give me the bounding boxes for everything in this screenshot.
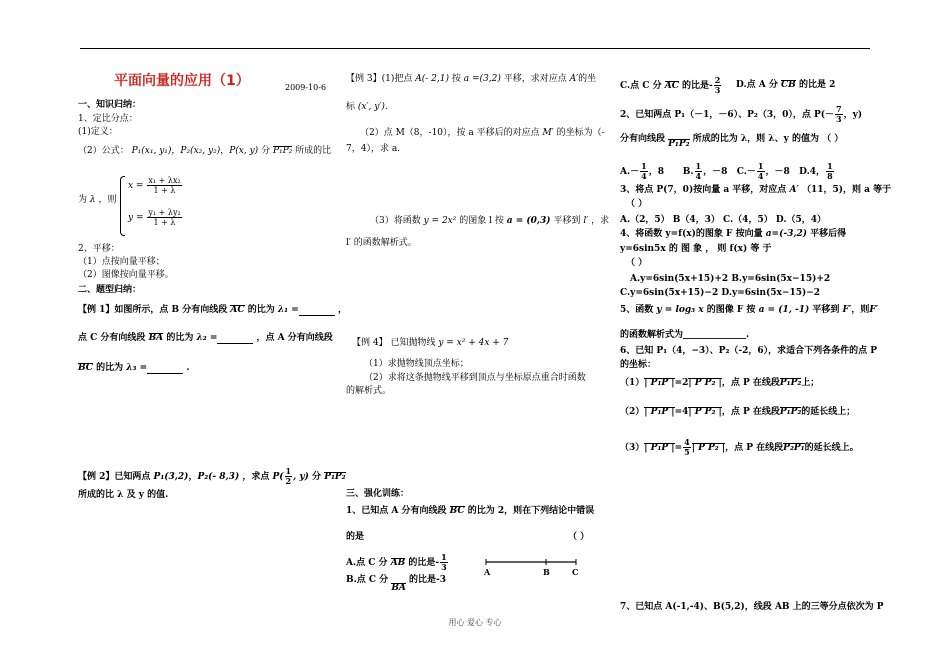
example-3-part-2-cont: 7，4），求 a. (346, 144, 401, 154)
t6-1-text-2: 上； (801, 378, 820, 388)
ex3-3-text-d: ，求 (591, 216, 610, 226)
ex3-point-a-prime: A′ (569, 74, 579, 84)
ex2-text-a: 【例 2】已知两点 (78, 472, 151, 482)
ex3-2-text-b: 的坐标为（- (556, 128, 605, 138)
t6-3-label: （3） (620, 443, 645, 453)
practice-1-line-1 (346, 506, 594, 517)
page-date: 2009-10-6 (285, 83, 327, 92)
t1-d-text: D.点 A 分 (736, 80, 778, 90)
t1-text-b: 的比为 2，则在下列结论中错误 (467, 506, 595, 516)
practice-1-option-a (346, 553, 449, 572)
example-2-line-2: 所成的比 λ 及 y 的值. (78, 490, 169, 500)
t6-3-num: 4 (684, 437, 690, 447)
t5-f-prime: F′ (842, 305, 852, 315)
t1-d-vector: CB (781, 80, 796, 90)
t5-text-d: ，则 (851, 305, 870, 315)
ex3-3-vector: a = (0,3) (506, 216, 551, 226)
ex3-2-m-prime: M′ (542, 128, 554, 138)
ex2-point-py: , y) (293, 472, 309, 482)
ex1-text-f: ，点 A 分有向线段 (256, 333, 333, 343)
t2-d-den: 8 (827, 171, 833, 181)
practice-6-line-2: 的坐标： (620, 360, 657, 370)
example-1-line-3 (78, 363, 189, 374)
practice-5-line-2 (620, 330, 749, 341)
ex2-text-b: ，求点 (242, 472, 270, 482)
t2-a-text-2: ，8 (648, 167, 664, 177)
t6-3-text: ，点 P 在线段 (725, 443, 784, 453)
t6-3-abs-1: | P₁P | (644, 443, 675, 453)
t2-c-text-2: ，－8 (765, 167, 790, 177)
practice-4-options-ab: A.y=6sin(5x+15)+2 B.y=6sin(5x−15)+2 (630, 274, 831, 284)
t2-vector: P₁P₂ (668, 139, 690, 149)
ex3-3-text-a: （3）将函数 (370, 216, 421, 226)
point-p2: P₂(x₂, y₂) (180, 146, 221, 156)
t2-c-num: 1 (757, 161, 764, 171)
example-2-line-1: 【例 2】已知两点 P₁(3,2)，P₂(- 8,3) ，求点 P( $\frac{1}{2}$ , y) 分 P₁P₂ (78, 466, 346, 486)
ex3-3-l-prime: l′ (583, 216, 589, 226)
definition-label: (1)定义： (78, 127, 118, 137)
t4-vector: a=(-3,2) (765, 229, 808, 239)
ex1-text-d: 点 C 分有向线段 (78, 333, 146, 343)
subsection-division-point: 1、定比分点： (78, 114, 138, 124)
vector-ac: AC (230, 305, 245, 315)
x-lhs: x = (128, 181, 144, 191)
section-knowledge: 一、知识归纳： (78, 100, 142, 110)
lambda-2: λ₂ = (196, 333, 218, 343)
t6-1-abs-1: | P₁P | (644, 378, 675, 388)
example-4-part-2: （2）求将这条抛物线平移到顶点与坐标原点重合时函数 (364, 373, 586, 383)
ex3-vector-a: a =(3,2) (463, 74, 501, 84)
ex2-frac-den: 2 (285, 476, 292, 486)
ex1-text-c: ， (337, 305, 347, 315)
t5-vector: a = (1, -1) (758, 305, 810, 315)
practice-3-paren: （ ） (626, 199, 648, 209)
t2-a-den: 4 (641, 171, 647, 181)
example-3-line-1 (346, 74, 596, 85)
point-p1: P₁(x₁, y₁) (131, 146, 172, 156)
t5-text-a: 5、函数 (620, 305, 654, 315)
t4-text-b: 平移后得 (810, 229, 847, 239)
text-ze: ，则 (98, 195, 117, 205)
formula-brace (120, 176, 125, 236)
practice-1-option-c (620, 76, 722, 95)
y-lhs: y = (128, 213, 144, 223)
y-denominator: 1 + λ (153, 218, 176, 227)
t6-3-text-2: 的延长线上。 (804, 443, 859, 453)
practice-4-line-1 (620, 229, 846, 240)
t2-text-c: 分有向线段 (620, 134, 666, 144)
ex3-3-function: y = 2x² (423, 216, 457, 226)
section-practice: 三、强化训练： (346, 489, 410, 499)
t6-3-vector: P₂P₁ (783, 443, 805, 453)
practice-4-options-cd: C.y=6sin(5x+15)−2 D.y=6sin(5x−15)−2 (620, 288, 821, 298)
example-4-line-1 (352, 338, 508, 349)
ex1-text-g: 的比为 (96, 363, 124, 373)
t2-b-den: 4 (695, 171, 702, 181)
vector-bc: BC (78, 363, 93, 373)
x-numerator: x₁ + λx₂ (148, 176, 181, 185)
t5-text-c: 平移到 (812, 305, 840, 315)
ex3-text-e: 标 (346, 102, 356, 112)
t5-function: y = log₃ x (656, 305, 704, 315)
t1-a-text-2: 的比是- (408, 558, 440, 568)
practice-6-part-2 (620, 407, 855, 418)
t6-3-eq: = (674, 443, 683, 453)
ex1-text-a: 【例 1】如图所示，点 B 分有向线段 (78, 305, 228, 315)
header-rule (80, 48, 870, 49)
t5-text-b: 的图像 F 按 (706, 305, 756, 315)
lambda-3: λ₃ = (126, 363, 148, 373)
text-wei: 为 (78, 195, 88, 205)
practice-1-option-b (346, 575, 447, 593)
example-3-part-3 (370, 216, 609, 227)
t4-text-a: 4、将函数 y=f(x)的图象 F 按向量 (620, 229, 763, 239)
t6-2-text: ，点 P 在线段 (721, 407, 780, 417)
subsection-translation: 2、平移： (78, 244, 120, 254)
practice-6-part-1 (620, 378, 819, 389)
segment-figure (484, 558, 579, 580)
practice-3-options: A.（2，5） B（4，3） C.（4，5） D.（5，4） (620, 215, 826, 225)
formula-y (128, 208, 183, 227)
practice-6-line-1: 6、已知 P₁（4，−3）、P₂（-2，6），求适合下列各条件的点 P (620, 346, 878, 356)
ex3-text-c: 平移，求对应点 (503, 74, 567, 84)
t2-text-b: ，y) (843, 110, 863, 120)
t1-text-a: 1、已知点 A 分有向线段 (346, 506, 447, 516)
t2-c-text: C.－ (736, 167, 756, 177)
example-3-part-3-cont: l′ 的函数解析式。 (346, 238, 417, 248)
t1-d-text-2: 的比是 2 (798, 80, 836, 90)
y-numerator: y₁ + λy₂ (148, 208, 181, 217)
t1-vector-bc: BC (449, 506, 465, 516)
t5-text-e: 的函数解析式为 (620, 330, 684, 340)
lambda-1: λ₁ = (277, 305, 299, 315)
t1-c-vector: AC (664, 81, 679, 91)
ex3-text-a: 【例 3】(1)把点 (346, 74, 413, 84)
t6-1-label: （1） (620, 378, 645, 388)
ex3-text-d: 的坐 (578, 74, 597, 84)
practice-3-line-1 (620, 185, 891, 196)
formula-line: （2）公式： P₁(x₁, y₁)，P₂(x₂, y₂)，P(x, y) 分 P₁P₂ 所成的比 (78, 146, 332, 156)
text-fen: 分 (261, 146, 271, 156)
example-4-part-2-cont: 的解析式。 (346, 386, 392, 396)
ex2-point-p1: P₁(3,2) (153, 472, 189, 482)
t6-1-abs-2: | P P₂ | (688, 378, 722, 388)
t6-2-abs-1: | P₁P | (644, 407, 675, 417)
t6-1-eq: =2 (674, 378, 689, 388)
t3-text-b: （11，5)，则 a 等于 (801, 185, 892, 195)
ex3-text-f: . (384, 102, 388, 112)
t6-2-vector: P₁P₂ (779, 407, 802, 417)
example-1-line-1 (78, 305, 347, 316)
t1-a-vector: AB (390, 558, 406, 568)
translation-graph: （2）图像按向量平移。 (78, 270, 174, 280)
t6-3-den: 5 (684, 447, 690, 457)
t1-b-text: B.点 C 分 (346, 575, 389, 585)
page-footer: 用心 爱心 专心 (448, 618, 502, 627)
t3-a-prime: A′ (789, 185, 799, 195)
t1-a-num: 1 (441, 552, 447, 562)
t1-c-text: C.点 C 分 (620, 81, 662, 91)
t6-2-text-2: 的延长线上； (801, 407, 856, 417)
example-3-line-2 (346, 102, 388, 113)
point-p: P(x, y) (229, 146, 259, 156)
t2-a-num: 1 (641, 161, 647, 171)
t6-3-abs-2: | P P₂ | (691, 443, 726, 453)
x-denominator: 1 + λ (153, 186, 176, 195)
formula-label: （2）公式： (78, 146, 129, 156)
t5-answer-blank: ______________. (683, 330, 750, 340)
segment-label-a: A (484, 567, 491, 577)
ex4-parabola: y = x² + 4x + 7 (438, 338, 509, 348)
ex1-text-h: . (186, 363, 190, 373)
ex3-3-text-c: 平移到 (553, 216, 581, 226)
t2-d-text: D.4， (799, 167, 826, 177)
practice-6-part-3 (620, 438, 859, 457)
example-1-line-2 (78, 333, 333, 344)
practice-1-line-2: 的是 (346, 532, 365, 542)
segment-label-c: C (572, 567, 579, 577)
lambda-symbol: λ (89, 195, 96, 205)
practice-4-line-2: y=6sin5x 的 图 象 ， 则 f(x) 等 于 (620, 244, 772, 254)
practice-7-line-1: 7、已知点 A(-1,-4)、B(5,2)，线段 AB 上的三等分点依次为 P (620, 602, 884, 612)
ex2-text-fen: 分 (312, 472, 322, 482)
t3-text-a: 3、将点 P(7，0)按向量 a 平移，对应点 (620, 185, 787, 195)
t1-a-text: A.点 C 分 (346, 558, 388, 568)
t1-b-text-2: 的比是-3 (409, 575, 447, 585)
example-4-part-1: （1）求抛物线顶点坐标； (364, 359, 469, 369)
practice-1-option-d (736, 80, 835, 91)
ex4-text-a: 【例 4】 已知抛物线 (352, 338, 436, 348)
t2-b-text: B. (682, 167, 694, 177)
t6-1-text: ，点 P 在线段 (721, 378, 780, 388)
segment-label-b: B (543, 567, 550, 577)
ex3-2-text-a: （2）点 M（8，-10），按 a 平移后的对应点 (360, 128, 540, 138)
ex3-coord: (x′, y′) (357, 102, 385, 112)
t2-d-num: 1 (827, 161, 833, 171)
practice-2-line-2 (620, 134, 844, 149)
t2-text-a: 2、已知两点 P₁（－1，－6）、P₂（3，0），点 P(－ (620, 110, 835, 120)
ex1-text-b: 的比为 (247, 305, 275, 315)
section-problem-types: 二、题型归纳： (78, 285, 142, 295)
ex3-point-a: A(- 2,1) (415, 74, 449, 84)
t1-c-num: 2 (714, 75, 721, 85)
ex2-frac-num: 1 (285, 466, 292, 476)
t6-2-abs-2: | P P₂ | (688, 407, 722, 417)
translation-point: （1）点按向量平移； (78, 257, 165, 267)
practice-5-line-1 (620, 305, 878, 316)
practice-1-paren: （ ） (568, 532, 590, 542)
ex3-3-text-b: 的图象 l 按 (459, 216, 504, 226)
t5-f-prime-2: F′ (869, 305, 879, 315)
practice-4-paren: （ ） (626, 258, 648, 268)
t2-a-text: A.－ (620, 167, 640, 177)
ex3-text-b: 按 (451, 74, 461, 84)
t6-1-vector: P₁P₂ (779, 378, 802, 388)
formula-x (128, 176, 183, 195)
t2-b-num: 1 (695, 161, 702, 171)
vector-p1p2: P₁P₂ (272, 146, 293, 156)
practice-2-line-1 (620, 105, 862, 124)
t6-2-label: （2） (620, 407, 645, 417)
page-title: 平面向量的应用（1） (114, 73, 250, 89)
practice-2-options (620, 162, 835, 181)
t6-2-eq: =4 (674, 407, 689, 417)
t1-b-vector: BA (391, 583, 406, 593)
segment-svg (484, 558, 579, 580)
ex2-vector-p1p2: P₁P₂ (324, 472, 346, 482)
t2-c-den: 4 (757, 171, 764, 181)
t1-c-den: 3 (714, 85, 721, 95)
t1-a-den: 3 (441, 562, 447, 572)
vector-ba: BA (148, 333, 164, 343)
t2-num: 7 (836, 104, 842, 114)
t2-b-text-2: ，－8 (703, 167, 728, 177)
t2-den: 3 (836, 114, 842, 124)
ex2-point-p: P( (272, 472, 284, 482)
ex1-text-e: 的比为 (166, 333, 194, 343)
example-3-part-2 (360, 128, 605, 139)
t1-c-text-2: 的比是- (682, 81, 713, 91)
ex2-point-p2: P₂(- 8,3) (197, 472, 240, 482)
t2-text-e: 所成的比为 λ，则 λ、y 的值为 （ ） (692, 134, 844, 144)
text-ratio: 所成的比 (295, 146, 332, 156)
formula-lambda-line (78, 195, 117, 206)
